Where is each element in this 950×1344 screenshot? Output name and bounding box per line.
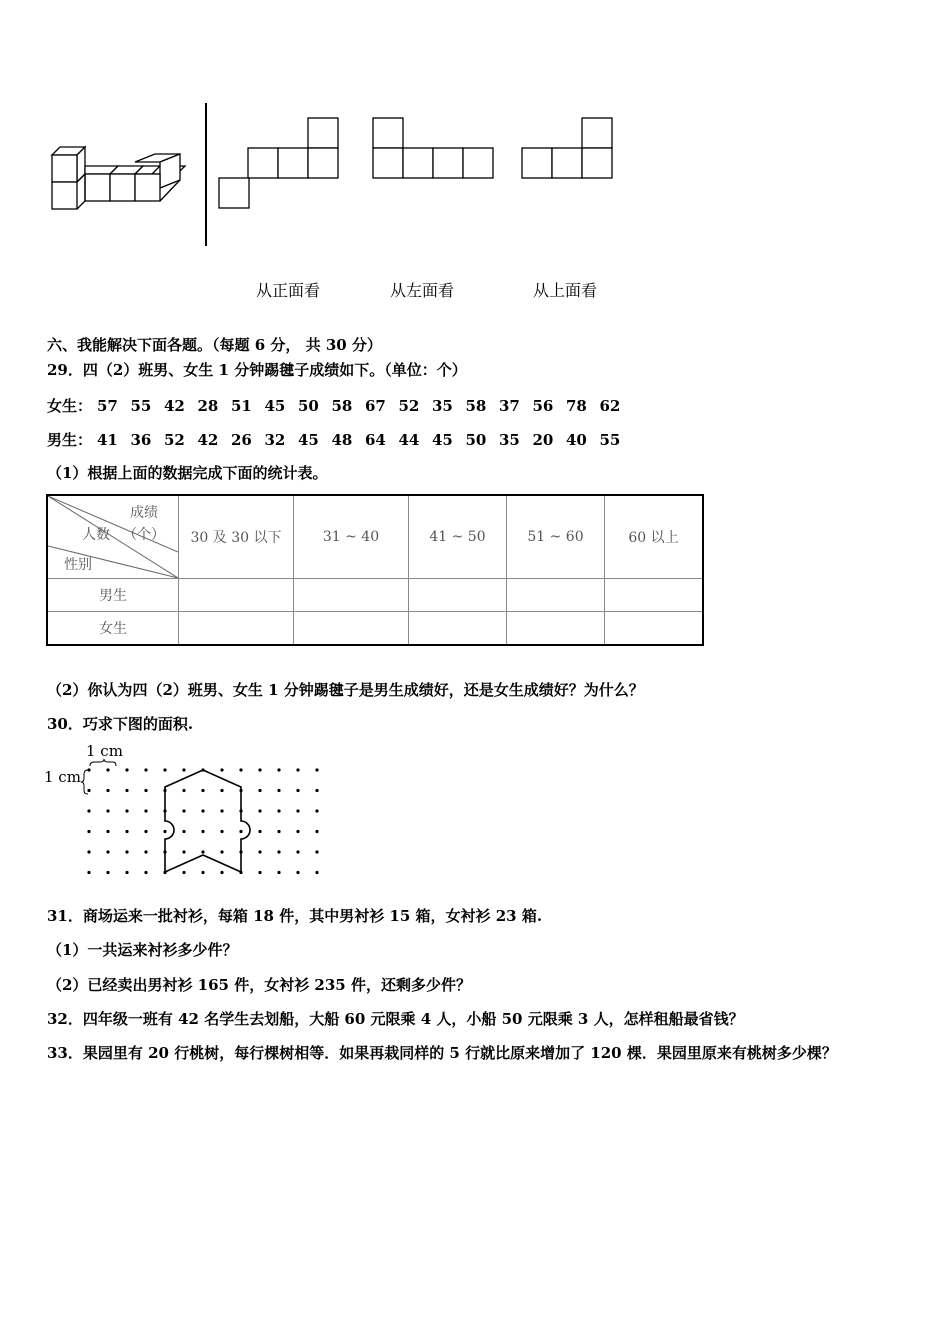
corner-unit-label: （个） (123, 527, 165, 543)
girls-scores-row (47, 395, 633, 416)
top-view-diagram (521, 117, 617, 182)
grid-dot (220, 789, 223, 792)
column-header: 31 ~ 40 (294, 495, 409, 579)
cube-figure (45, 140, 190, 215)
girls-score: 67 (365, 397, 386, 415)
grid-dot (315, 809, 318, 812)
column-header: 51 ~ 60 (507, 495, 605, 579)
grid-dot (125, 768, 128, 771)
corner-gender-label: 性别 (64, 557, 92, 573)
corner-score-label: 成绩 (130, 505, 158, 521)
question-32-text: 32．四年级一班有 42 名学生去划船，大船 60 元限乘 4 人，小船 50 元限乘 3 人，怎样租船最省钱？ (47, 1010, 744, 1028)
girls-score: 58 (331, 397, 353, 415)
grid-dot (106, 871, 109, 874)
table-cell[interactable] (605, 612, 704, 645)
boys-score: 41 (97, 431, 118, 449)
dot-grid-figure (80, 758, 330, 883)
grid-dot (106, 768, 109, 771)
boys-score: 35 (499, 431, 520, 449)
girls-score: 37 (499, 397, 520, 415)
girls-score: 45 (264, 397, 286, 415)
grid-dot (125, 809, 128, 812)
grid-dot (201, 809, 204, 812)
boys-score: 20 (532, 431, 554, 449)
grid-dot (296, 789, 299, 792)
question-29-part2: （2）你认为四（2）班男、女生 1 分钟踢毽子是男生成绩好，还是女生成绩好？为什么？ (47, 681, 644, 699)
grid-dot (125, 789, 128, 792)
table-cell[interactable] (294, 579, 409, 612)
boys-score: 64 (365, 431, 386, 449)
grid-dot (239, 830, 242, 833)
grid-dot (144, 830, 147, 833)
question-31-part2: （2）已经卖出男衬衫 165 件，女衬衫 235 件，还剩多少件？ (47, 976, 471, 994)
grid-dot (87, 850, 90, 853)
question-31-part1: （1）一共运来衬衫多少件？ (47, 941, 238, 959)
grid-dot (220, 768, 223, 771)
grid-dot (220, 871, 223, 874)
column-header: 41 ~ 50 (409, 495, 507, 579)
grid-dot (87, 789, 90, 792)
grid-dot (182, 789, 185, 792)
grid-dot (315, 768, 318, 771)
unit-horizontal-label: 1 cm (86, 742, 123, 760)
boys-score: 52 (164, 431, 185, 449)
unit-vertical-label: 1 cm (44, 768, 81, 786)
girls-score: 42 (164, 397, 185, 415)
boys-score: 44 (398, 431, 420, 449)
statistics-table (46, 494, 704, 646)
boys-score: 32 (264, 431, 286, 449)
girls-score: 52 (398, 397, 420, 415)
girls-score: 78 (566, 397, 587, 415)
grid-dot (277, 809, 280, 812)
grid-dot (277, 768, 280, 771)
table-cell[interactable] (409, 579, 507, 612)
grid-dot (258, 850, 261, 853)
grid-dot (315, 850, 318, 853)
grid-dot (201, 830, 204, 833)
girls-score: 62 (599, 397, 621, 415)
girls-score: 35 (432, 397, 453, 415)
boys-score: 40 (566, 431, 587, 449)
grid-dot (258, 830, 261, 833)
boys-score: 26 (231, 431, 252, 449)
grid-dot (125, 871, 128, 874)
corner-count-label: 人数 (82, 527, 110, 543)
grid-dot (182, 871, 185, 874)
question-30-text: 30．巧求下图的面积. (47, 715, 194, 733)
grid-dot (163, 830, 166, 833)
grid-dot (277, 789, 280, 792)
grid-dot (144, 768, 147, 771)
grid-dot (144, 789, 147, 792)
question-29-part1: （1）根据上面的数据完成下面的统计表。 (47, 464, 328, 482)
boys-score: 45 (298, 431, 319, 449)
grid-dot (277, 871, 280, 874)
table-cell[interactable] (179, 612, 294, 645)
grid-dot (125, 850, 128, 853)
grid-dot (87, 768, 90, 771)
grid-dot (258, 789, 261, 792)
front-view-label: 从正面看 (256, 281, 321, 300)
grid-dot (87, 871, 90, 874)
left-view-label: 从左面看 (390, 281, 455, 300)
grid-dot (258, 871, 261, 874)
grid-dot (106, 850, 109, 853)
grid-dot (106, 809, 109, 812)
boys-scores-row (47, 429, 633, 450)
boys-score: 45 (432, 431, 453, 449)
table-cell[interactable] (179, 579, 294, 612)
girls-score: 58 (465, 397, 487, 415)
grid-dot (315, 871, 318, 874)
grid-dot (220, 809, 223, 812)
grid-dot (201, 850, 204, 853)
grid-dot (163, 768, 166, 771)
table-corner-cell (47, 495, 179, 579)
grid-dot (182, 768, 185, 771)
grid-dot (220, 850, 223, 853)
grid-dot (87, 809, 90, 812)
grid-dot (296, 830, 299, 833)
grid-dot (315, 789, 318, 792)
grid-dot (144, 850, 147, 853)
boys-score: 36 (130, 431, 152, 449)
grid-dot (201, 871, 204, 874)
grid-dot (182, 830, 185, 833)
table-cell[interactable] (507, 612, 605, 645)
row-header-girls: 女生 (47, 612, 179, 645)
grid-dot (125, 830, 128, 833)
table-cell[interactable] (507, 579, 605, 612)
boys-score: 42 (197, 431, 219, 449)
boys-score: 48 (331, 431, 353, 449)
grid-dot (87, 830, 90, 833)
table-cell[interactable] (409, 612, 507, 645)
left-view-diagram (372, 117, 498, 182)
grid-dot (258, 809, 261, 812)
grid-dot (144, 871, 147, 874)
column-header: 60 以上 (605, 495, 704, 579)
question-31-text: 31．商场运来一批衬衫，每箱 18 件，其中男衬衫 15 箱，女衬衫 23 箱. (47, 907, 543, 925)
boys-score: 50 (465, 431, 487, 449)
grid-dot (296, 871, 299, 874)
grid-dot (220, 830, 223, 833)
girls-score: 50 (298, 397, 319, 415)
question-29-text: 29．四（2）班男、女生 1 分钟踢毽子成绩如下。（单位：个） (47, 361, 467, 379)
grid-dot (258, 768, 261, 771)
boys-score: 55 (599, 431, 621, 449)
grid-dot (182, 809, 185, 812)
divider-line (205, 103, 207, 246)
grid-dot (296, 768, 299, 771)
top-view-label: 从上面看 (533, 281, 598, 300)
grid-dot (239, 768, 242, 771)
grid-dot (315, 830, 318, 833)
boys-label: 男生： (47, 431, 93, 449)
girls-score: 28 (197, 397, 219, 415)
grid-dot (201, 789, 204, 792)
girls-score: 51 (231, 397, 252, 415)
table-cell[interactable] (294, 612, 409, 645)
front-view-diagram (218, 117, 342, 212)
table-cell[interactable] (605, 579, 704, 612)
girls-label: 女生： (47, 397, 93, 415)
grid-dot (144, 809, 147, 812)
section-heading: 六、我能解决下面各题。（每题 6 分， 共 30 分） (47, 336, 382, 354)
row-header-boys: 男生 (47, 579, 179, 612)
grid-dot (182, 850, 185, 853)
grid-dot (277, 830, 280, 833)
girls-score: 56 (532, 397, 554, 415)
girls-score: 55 (130, 397, 152, 415)
grid-dot (106, 789, 109, 792)
grid-dot (296, 809, 299, 812)
grid-dot (106, 830, 109, 833)
grid-dot (296, 850, 299, 853)
grid-dot (277, 850, 280, 853)
column-header: 30 及 30 以下 (179, 495, 294, 579)
question-33-text: 33．果园里有 20 行桃树，每行棵树相等．如果再栽同样的 5 行就比原来增加了 120 棵．果园里原来有桃树多少棵？ (47, 1044, 837, 1062)
girls-score: 57 (97, 397, 118, 415)
